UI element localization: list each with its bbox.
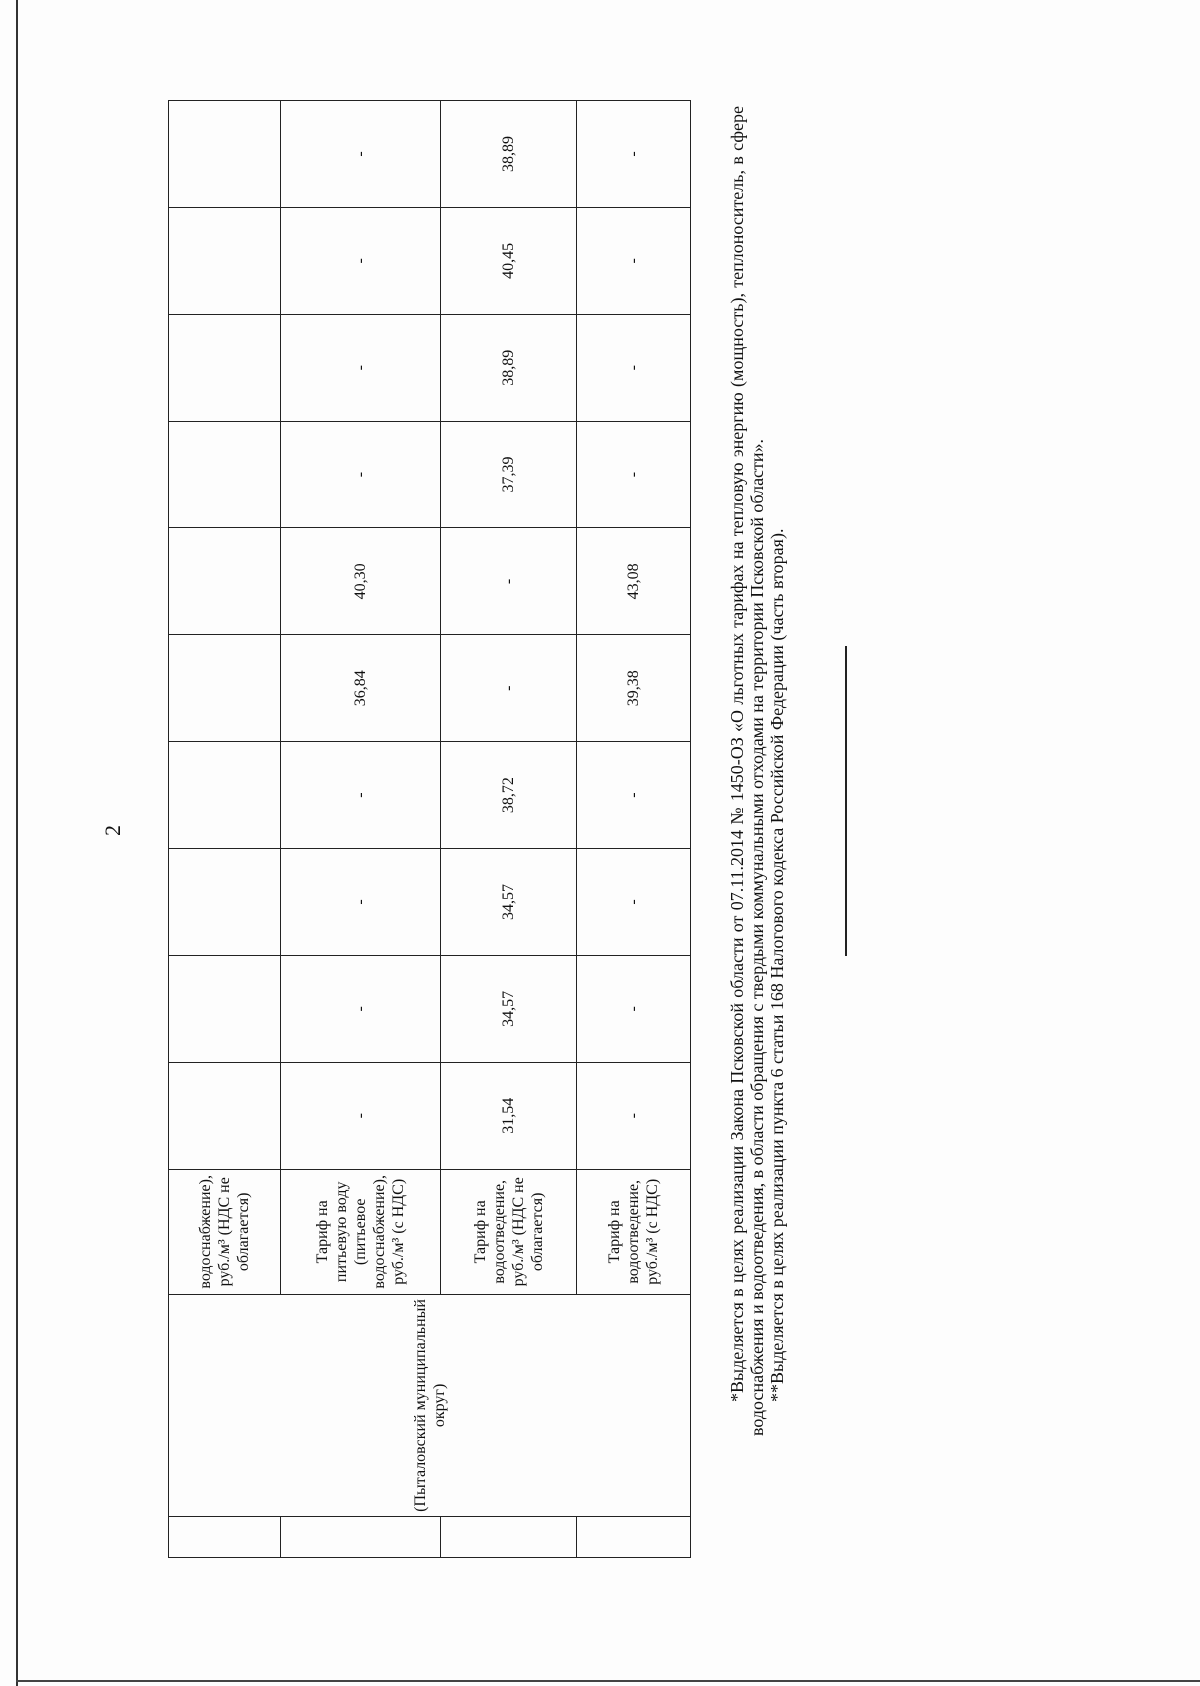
table-cell bbox=[169, 635, 281, 742]
row-label: Тариф на питьевую воду (питьевое водоснабжение), руб./м³ (с НДС) bbox=[281, 1169, 441, 1294]
table-cell: 37,39 bbox=[441, 421, 577, 528]
empty-cell bbox=[169, 1516, 281, 1557]
table-cell bbox=[169, 955, 281, 1062]
table-cell: 36,84 bbox=[281, 635, 441, 742]
empty-cell bbox=[281, 1516, 441, 1557]
separator-line bbox=[845, 646, 847, 956]
table-cell bbox=[169, 101, 281, 208]
table-cell: 38,89 bbox=[441, 314, 577, 421]
empty-cell bbox=[441, 1516, 577, 1557]
table-cell: - bbox=[577, 1062, 691, 1169]
table-cell: - bbox=[441, 635, 577, 742]
table-cell: - bbox=[281, 849, 441, 956]
table-cell: - bbox=[577, 849, 691, 956]
table-cell bbox=[169, 207, 281, 314]
table-cell bbox=[169, 421, 281, 528]
table-cell: 31,54 bbox=[441, 1062, 577, 1169]
table-cell: 38,89 bbox=[441, 101, 577, 208]
empty-cell bbox=[577, 1516, 691, 1557]
table-cell: - bbox=[577, 207, 691, 314]
table-cell: - bbox=[441, 528, 577, 635]
table-cell: - bbox=[577, 742, 691, 849]
table-cell: - bbox=[281, 314, 441, 421]
table-cell: 34,57 bbox=[441, 955, 577, 1062]
table-cell: 40,45 bbox=[441, 207, 577, 314]
table-cell bbox=[169, 314, 281, 421]
table-cell: - bbox=[281, 421, 441, 528]
table-cell: 34,57 bbox=[441, 849, 577, 956]
table-cell: 40,30 bbox=[281, 528, 441, 635]
table-cell: - bbox=[577, 955, 691, 1062]
table-cell: - bbox=[577, 314, 691, 421]
table-cell: - bbox=[281, 955, 441, 1062]
footnotes bbox=[727, 106, 787, 1436]
row-label: Тариф на водоотведение, руб./м³ (НДС не облагается) bbox=[441, 1169, 577, 1294]
table-cell: 39,38 bbox=[577, 635, 691, 742]
table-cell: - bbox=[577, 421, 691, 528]
table-cell: - bbox=[577, 101, 691, 208]
table-cell: 38,72 bbox=[441, 742, 577, 849]
table-cell bbox=[169, 849, 281, 956]
tariff-table bbox=[168, 100, 691, 1558]
table-cell: - bbox=[281, 101, 441, 208]
footnote-second: **Выделяется в целях реализации пункта 6 статьи 168 Налогового кодекса Российской Федерации (часть вторая). bbox=[767, 528, 787, 1402]
table-row bbox=[169, 101, 281, 1558]
municipality-cell: (Пыталовский муниципальный округ) bbox=[169, 1294, 691, 1516]
table-cell: 43,08 bbox=[577, 528, 691, 635]
table-cell: - bbox=[281, 1062, 441, 1169]
table-cell bbox=[169, 528, 281, 635]
table-cell bbox=[169, 1062, 281, 1169]
page-number: 2 bbox=[100, 825, 125, 836]
row-label: Тариф на водоотведение, руб./м³ (с НДС) bbox=[577, 1169, 691, 1294]
table-cell bbox=[169, 742, 281, 849]
table-cell: - bbox=[281, 207, 441, 314]
footnote-first: *Выделяется в целях реализации Закона Псковской области от 07.11.2014 № 1450-ОЗ «О льготных тарифах на тепловую энергию (мощность), теплоноситель, в сфере водоснабжения и водоотведения, в области обращения с твердыми коммунальными отходами на территории Псковской области». bbox=[727, 106, 767, 1436]
table-cell: - bbox=[281, 742, 441, 849]
row-label: водоснабжение), руб./м³ (НДС не облагается) bbox=[169, 1169, 281, 1294]
